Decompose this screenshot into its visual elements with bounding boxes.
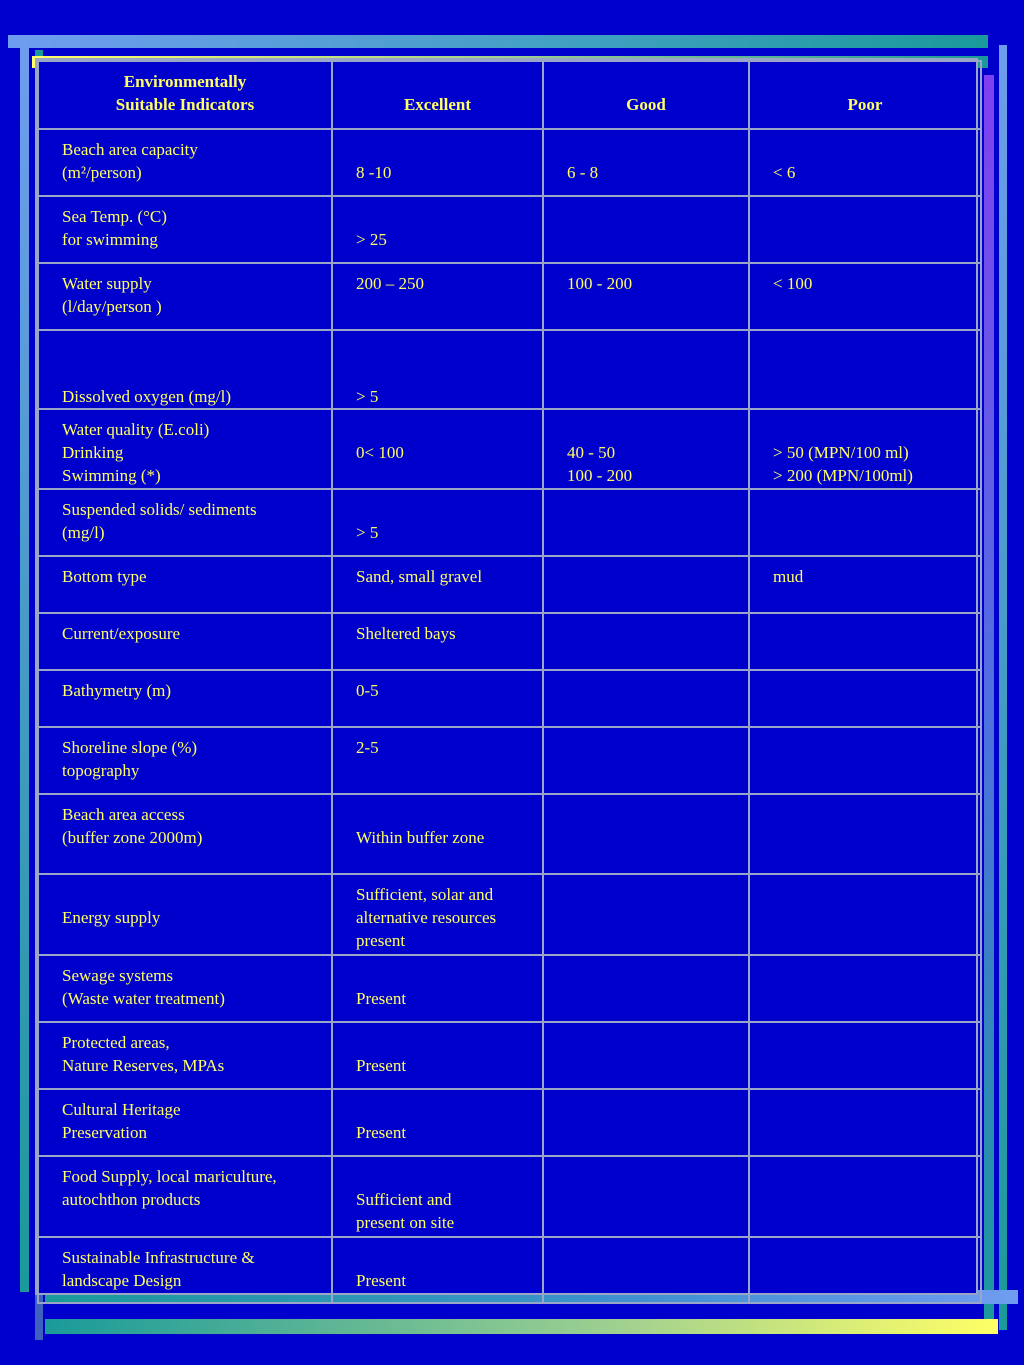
cell-content xyxy=(544,1023,748,1031)
header-poor xyxy=(749,61,981,129)
cell-line: > 50 (MPN/100 ml) xyxy=(773,443,909,462)
cell-line: 0< 100 xyxy=(356,443,404,462)
cell-content xyxy=(333,614,542,645)
cell-line xyxy=(356,362,532,385)
cell-line: Sufficient, solar and xyxy=(356,885,494,904)
table-row xyxy=(38,874,981,955)
indicator-cell xyxy=(38,670,332,727)
excellent-cell xyxy=(332,955,543,1022)
cell-line xyxy=(62,362,321,385)
cell-content xyxy=(333,875,542,952)
good-cell xyxy=(543,874,749,955)
cell-content xyxy=(333,1023,542,1077)
cell-line: Sufficient and xyxy=(356,1190,452,1209)
cell-line: Dissolved oxygen (mg/l) xyxy=(62,387,232,406)
decorative-bar-top xyxy=(8,35,988,48)
decorative-bar-right-inner xyxy=(984,75,994,1330)
indicator-cell xyxy=(38,556,332,613)
decorative-bar-left-outer xyxy=(20,45,29,1292)
indicator-cell xyxy=(38,794,332,874)
cell-content xyxy=(39,1023,331,1077)
cell-content xyxy=(750,1090,980,1098)
table-row xyxy=(38,129,981,196)
table-body xyxy=(38,129,981,1303)
cell-line xyxy=(356,1246,532,1269)
poor-cell xyxy=(749,489,981,556)
cell-line: landscape Design xyxy=(62,1271,182,1290)
poor-cell xyxy=(749,874,981,955)
cell-line xyxy=(773,418,970,441)
table-row xyxy=(38,794,981,874)
cell-content xyxy=(544,614,748,622)
excellent-cell xyxy=(332,263,543,330)
cell-content xyxy=(333,1157,542,1234)
cell-line: present on site xyxy=(356,1213,455,1232)
cell-line: < 100 xyxy=(773,274,813,293)
table-row xyxy=(38,196,981,263)
cell-content xyxy=(544,490,748,498)
cell-line: Present xyxy=(356,1123,407,1142)
cell-line: (m²/person) xyxy=(62,163,142,182)
good-cell xyxy=(543,409,749,489)
cell-content xyxy=(544,1238,748,1246)
cell-content xyxy=(39,331,331,408)
header-text: Good xyxy=(626,95,666,114)
cell-line: Beach area capacity xyxy=(62,140,198,159)
cell-line: Within buffer zone xyxy=(356,828,485,847)
cell-line xyxy=(567,418,738,441)
poor-cell xyxy=(749,794,981,874)
cell-line: autochthon products xyxy=(62,1190,201,1209)
indicator-cell xyxy=(38,263,332,330)
cell-content xyxy=(333,1238,542,1292)
excellent-cell xyxy=(332,613,543,670)
poor-cell xyxy=(749,409,981,489)
good-cell xyxy=(543,1237,749,1303)
excellent-cell xyxy=(332,794,543,874)
cell-line xyxy=(356,138,532,161)
cell-line: Bathymetry (m) xyxy=(62,681,172,700)
cell-line xyxy=(567,138,738,161)
cell-content xyxy=(39,614,331,645)
cell-content xyxy=(39,1157,331,1211)
table-row xyxy=(38,489,981,556)
good-cell xyxy=(543,263,749,330)
indicator-cell xyxy=(38,409,332,489)
cell-line: Present xyxy=(356,989,407,1008)
cell-content xyxy=(750,671,980,679)
header-good xyxy=(543,61,749,129)
cell-content xyxy=(544,795,748,803)
good-cell xyxy=(543,556,749,613)
table-row xyxy=(38,556,981,613)
cell-line: Sand, small gravel xyxy=(356,567,483,586)
indicator-cell xyxy=(38,196,332,263)
poor-cell xyxy=(749,727,981,794)
excellent-cell xyxy=(332,670,543,727)
header-text: Suitable Indicators xyxy=(115,95,255,114)
cell-line: Present xyxy=(356,1056,407,1075)
cell-line xyxy=(356,803,532,826)
cell-line: 0-5 xyxy=(356,681,379,700)
cell-line: present xyxy=(356,931,406,950)
cell-content xyxy=(333,671,542,702)
table-row xyxy=(38,330,981,409)
cell-line xyxy=(62,883,321,906)
table-header-row xyxy=(38,61,981,129)
indicator-cell xyxy=(38,613,332,670)
decorative-bar-bottom xyxy=(45,1319,998,1334)
cell-content xyxy=(750,795,980,803)
cell-line: Swimming (*) xyxy=(62,466,161,485)
cell-content xyxy=(39,410,331,487)
indicator-cell xyxy=(38,330,332,409)
cell-line: < 6 xyxy=(773,163,796,182)
cell-line: mud xyxy=(773,567,804,586)
poor-cell xyxy=(749,263,981,330)
cell-content xyxy=(750,875,980,883)
cell-line: Sea Temp. (°C) xyxy=(62,207,167,226)
good-cell xyxy=(543,794,749,874)
cell-line: topography xyxy=(62,761,140,780)
cell-line: Water quality (E.coli) xyxy=(62,420,210,439)
indicator-cell xyxy=(38,955,332,1022)
poor-cell xyxy=(749,196,981,263)
cell-line: Drinking xyxy=(62,443,124,462)
cell-content xyxy=(750,1157,980,1165)
cell-line: Sheltered bays xyxy=(356,624,456,643)
table-row xyxy=(38,1156,981,1237)
cell-content xyxy=(39,728,331,782)
cell-content xyxy=(333,728,542,759)
poor-cell xyxy=(749,955,981,1022)
excellent-cell xyxy=(332,556,543,613)
cell-content xyxy=(333,130,542,184)
cell-content xyxy=(750,1238,980,1246)
cell-line: Current/exposure xyxy=(62,624,181,643)
indicator-cell xyxy=(38,1089,332,1156)
poor-cell xyxy=(749,129,981,196)
cell-content xyxy=(750,1023,980,1031)
cell-line xyxy=(356,1165,532,1188)
indicator-cell xyxy=(38,727,332,794)
cell-line: 200 – 250 xyxy=(356,274,424,293)
cell-content xyxy=(544,1157,748,1165)
indicator-cell xyxy=(38,489,332,556)
poor-cell xyxy=(749,1156,981,1237)
cell-content xyxy=(333,197,542,251)
header-text: Excellent xyxy=(403,95,472,114)
poor-cell xyxy=(749,1022,981,1089)
cell-line: Shoreline slope (%) xyxy=(62,738,198,757)
header-text: Poor xyxy=(847,95,883,114)
cell-content xyxy=(544,197,748,205)
excellent-cell xyxy=(332,489,543,556)
cell-content xyxy=(544,331,748,339)
poor-cell xyxy=(749,330,981,409)
cell-content xyxy=(333,956,542,1010)
indicator-cell xyxy=(38,1237,332,1303)
cell-line xyxy=(356,1031,532,1054)
excellent-cell xyxy=(332,1156,543,1237)
cell-line xyxy=(62,339,321,362)
poor-cell xyxy=(749,556,981,613)
good-cell xyxy=(543,1089,749,1156)
cell-content xyxy=(750,264,980,295)
table-row xyxy=(38,727,981,794)
cell-line xyxy=(773,138,970,161)
indicator-cell xyxy=(38,1156,332,1237)
cell-line: (mg/l) xyxy=(62,523,105,542)
good-cell xyxy=(543,1022,749,1089)
cell-content xyxy=(750,614,980,622)
cell-content xyxy=(544,728,748,736)
excellent-cell xyxy=(332,196,543,263)
poor-cell xyxy=(749,1089,981,1156)
table-row xyxy=(38,409,981,489)
cell-content xyxy=(39,1238,331,1292)
cell-content xyxy=(750,197,980,205)
good-cell xyxy=(543,1156,749,1237)
good-cell xyxy=(543,670,749,727)
cell-line: alternative resources xyxy=(356,908,497,927)
cell-content xyxy=(544,557,748,565)
cell-content xyxy=(39,875,331,929)
excellent-cell xyxy=(332,1089,543,1156)
indicator-cell xyxy=(38,1022,332,1089)
excellent-cell xyxy=(332,330,543,409)
poor-cell xyxy=(749,613,981,670)
cell-line: (buffer zone 2000m) xyxy=(62,828,203,847)
poor-cell xyxy=(749,670,981,727)
cell-line: Cultural Heritage xyxy=(62,1100,181,1119)
excellent-cell xyxy=(332,1022,543,1089)
cell-content xyxy=(544,264,748,295)
cell-line: 100 - 200 xyxy=(567,274,633,293)
indicator-cell xyxy=(38,129,332,196)
excellent-cell xyxy=(332,727,543,794)
indicator-cell xyxy=(38,874,332,955)
header-text: Environmentally xyxy=(123,72,247,91)
cell-content xyxy=(750,728,980,736)
cell-line: Protected areas, xyxy=(62,1033,170,1052)
cell-content xyxy=(39,557,331,588)
cell-content xyxy=(39,671,331,702)
cell-line: 6 - 8 xyxy=(567,163,599,182)
cell-line: Energy supply xyxy=(62,908,161,927)
good-cell xyxy=(543,330,749,409)
table-row xyxy=(38,670,981,727)
cell-content xyxy=(333,1090,542,1144)
cell-line: for swimming xyxy=(62,230,158,249)
cell-content xyxy=(750,956,980,964)
cell-content xyxy=(333,490,542,544)
cell-content xyxy=(750,410,980,487)
cell-content xyxy=(544,130,748,184)
cell-line: Sustainable Infrastructure & xyxy=(62,1248,255,1267)
excellent-cell xyxy=(332,874,543,955)
cell-line: Preservation xyxy=(62,1123,147,1142)
cell-content xyxy=(39,956,331,1010)
table-row xyxy=(38,955,981,1022)
cell-line: > 5 xyxy=(356,523,379,542)
cell-content xyxy=(544,875,748,883)
cell-line: Bottom type xyxy=(62,567,147,586)
cell-line: Present xyxy=(356,1271,407,1290)
decorative-bar-right-outer xyxy=(999,45,1007,1330)
good-cell xyxy=(543,955,749,1022)
table-row xyxy=(38,1089,981,1156)
cell-line: Food Supply, local mariculture, xyxy=(62,1167,277,1186)
cell-content xyxy=(39,130,331,184)
cell-content xyxy=(39,1090,331,1144)
excellent-cell xyxy=(332,129,543,196)
cell-line: > 5 xyxy=(356,387,379,406)
good-cell xyxy=(543,196,749,263)
cell-line: (l/day/person ) xyxy=(62,297,162,316)
cell-line xyxy=(356,1098,532,1121)
cell-content xyxy=(750,490,980,498)
table-row xyxy=(38,1022,981,1089)
cell-content xyxy=(750,130,980,184)
cell-content xyxy=(333,557,542,588)
cell-line xyxy=(356,205,532,228)
cell-content xyxy=(544,671,748,679)
cell-line: Suspended solids/ sediments xyxy=(62,500,257,519)
header-excellent xyxy=(332,61,543,129)
cell-content xyxy=(39,197,331,251)
poor-cell xyxy=(749,1237,981,1303)
cell-content xyxy=(544,1090,748,1098)
cell-line: (Waste water treatment) xyxy=(62,989,225,1008)
table-row xyxy=(38,613,981,670)
cell-line xyxy=(356,964,532,987)
indicators-table xyxy=(37,60,982,1304)
good-cell xyxy=(543,489,749,556)
indicators-table-frame xyxy=(35,58,978,1295)
cell-content xyxy=(39,264,331,318)
cell-content xyxy=(39,795,331,849)
table-row xyxy=(38,1237,981,1303)
cell-content xyxy=(39,490,331,544)
cell-line: Sewage systems xyxy=(62,966,173,985)
cell-content xyxy=(333,795,542,849)
cell-line: 2-5 xyxy=(356,738,379,757)
cell-content xyxy=(750,557,980,588)
good-cell xyxy=(543,613,749,670)
cell-content xyxy=(333,264,542,295)
cell-content xyxy=(333,331,542,408)
excellent-cell xyxy=(332,1237,543,1303)
cell-line: > 25 xyxy=(356,230,387,249)
cell-line: Nature Reserves, MPAs xyxy=(62,1056,225,1075)
table-row xyxy=(38,263,981,330)
good-cell xyxy=(543,727,749,794)
cell-line: Beach area access xyxy=(62,805,185,824)
cell-line: Water supply xyxy=(62,274,152,293)
cell-content xyxy=(750,331,980,339)
cell-line: 40 - 50 xyxy=(567,443,616,462)
cell-line xyxy=(356,498,532,521)
excellent-cell xyxy=(332,409,543,489)
header-indicators xyxy=(38,61,332,129)
cell-line: 100 - 200 xyxy=(567,466,633,485)
cell-content xyxy=(544,410,748,487)
cell-line xyxy=(356,339,532,362)
cell-line: > 200 (MPN/100ml) xyxy=(773,466,913,485)
good-cell xyxy=(543,129,749,196)
cell-line: 8 -10 xyxy=(356,163,392,182)
cell-line xyxy=(356,418,532,441)
cell-content xyxy=(544,956,748,964)
cell-content xyxy=(333,410,542,464)
